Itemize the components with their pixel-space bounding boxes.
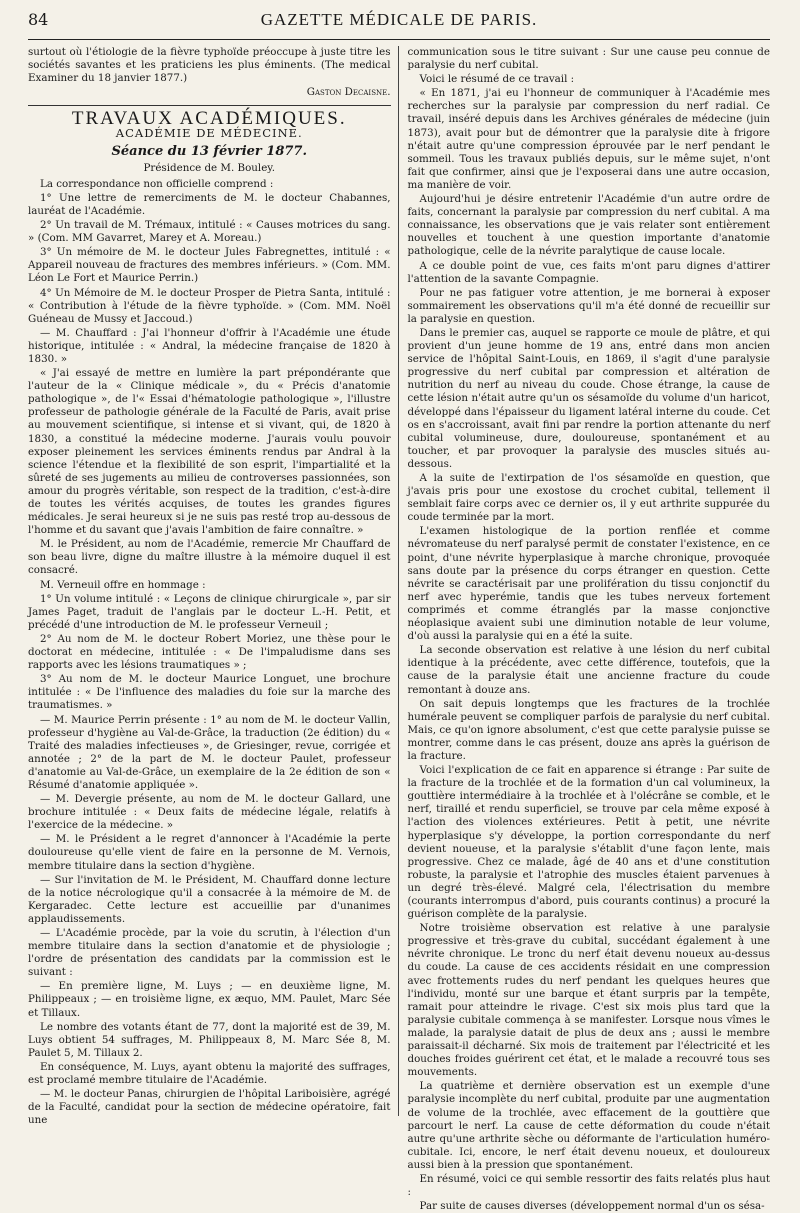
paragraph: En conséquence, M. Luys, ayant obtenu la majorité des suffrages, est proclamé membre titulaire de l'Académie. [28, 1060, 391, 1087]
paragraph: Notre troisième observation est relative à une paralysie progressive et très-grave du cubital, succédant également à une névrite chronique. Le tronc du nerf était devenu noueux au-dessus du coude. La cause de ces accidents résidait en une compression avec frottements rudes du nerf pendant les quelques heures que l'individu, monté sur une barque et étant surpris par la tempête, ramait pour atteindre le rivage. C'est six mois plus tard que la paralysie cubitale commença à se manifester. Lorsque nous vîmes le malade, la paralysie datait de plus de deux ans ; aussi le membre paraissait-il décharné. Six mois de traitement par l'électricité et les douches froides guérirent cet état, et le malade a recouvré tous ses mouvements. [407, 922, 770, 1079]
article-ending: surtout où l'étiologie de la fièvre typhoïde préoccupe à juste titre les sociétés savantes et les praticiens les plus éminents. (The medical Examiner du 18 janvier 1877.) [28, 46, 391, 85]
session-heading: Séance du 13 février 1877. [111, 143, 307, 159]
paragraph: 1° Une lettre de remerciments de M. le docteur Chabannes, lauréat de l'Académie. [28, 191, 391, 217]
paragraph: — En première ligne, M. Luys ; — en deuxième ligne, M. Philippeaux ; — en troisième ligne, ex æquo, MM. Paulet, Marc Sée et Tillaux. [28, 980, 391, 1019]
paragraph: L'examen histologique de la portion renflée et comme névromateuse du nerf paralysé permit de constater l'existence, en ce point, d'une névrite hyperplasique à marche chronique, provoquée sans doute par la présence du corps étranger en question. Cette névrite se caractérisait par une prolifération du tissu conjonctif du nerf avec hyperémie, tandis que les tubes nerveux fortement comprimés et comme étranglés par la masse conjonctive néoplasique avaient subi une diminution notable de leur volume, d'où aussi la paralysie qui en a été la suite. [407, 525, 770, 643]
paragraph: La seconde observation est relative à une lésion du nerf cubital identique à la précédente, avec cette différence, toutefois, que la cause de la paralysie était une ancienne fracture du coude remontant à douze ans. [407, 644, 770, 696]
paragraph: Aujourd'hui je désire entretenir l'Académie d'un autre ordre de faits, concernant la paralysie par compression du nerf cubital. A ma connaissance, les observations que je vais relater sont entièrement nouvelles et touchent à une question importante d'anatomie pathologique, celle de la névrite paralytique de cause locale. [407, 193, 770, 258]
journal-title: GAZETTE MÉDICALE DE PARIS. [260, 10, 538, 29]
paragraph: Voici le résumé de ce travail : [419, 73, 575, 86]
paragraph: — L'Académie procède, par la voie du scrutin, à l'élection d'un membre titulaire dans la section d'anatomie et de physiologie ; l'ordre de présentation des candidats par la commission est le suivant : [28, 927, 391, 979]
right-column [399, 46, 771, 1213]
paragraph: Voici l'explication de ce fait en apparence si étrange : Par suite de la fracture de la trochlée et de la formation d'un cal volumineux, la gouttière intermédiaire à la trochlée et à l'olécrâne se comble, et le nerf, tiraillé et rendu superficiel, se trouve par cela même exposé à l'action des violences extérieures. Petit à petit, une névrite hyperplasique s'y développe, la portion correspondante du nerf devient noueuse, et la paralysie s'établit d'une façon lente, mais progressive. Chez ce malade, âgé de 40 ans et d'une constitution robuste, la paralysie et l'atrophie des muscles étaient parvenues à un degré très-élevé. Malgré cela, l'électrisation du membre (courants interrompus d'abord, puis courants continus) a procuré la guérison complète de la paralysie. [407, 764, 770, 921]
paragraph: Pour ne pas fatiguer votre attention, je me bornerai à exposer sommairement les observations qu'il m'a été donné de recueillir sur la paralysie en question. [407, 286, 770, 325]
paragraph: 3° Un mémoire de M. le docteur Jules Fabregnettes, intitulé : « Appareil nouveau de fractures des membres inférieurs. » (Com. MM. Léon Le Fort et Maurice Perrin.) [28, 246, 391, 285]
text-columns [28, 46, 770, 1213]
paragraph: 4° Un Mémoire de M. le docteur Prosper de Pietra Santa, intitulé : « Contribution à l'étude de la fièvre typhoïde. » (Com. MM. Noël Guéneau de Mussy et Jaccoud.) [28, 286, 391, 325]
paragraph: M. Verneuil offre en hommage : [40, 578, 206, 591]
subsection-title: ACADÉMIE DE MÉDECINE. [115, 126, 303, 141]
page-header [28, 10, 770, 40]
right-paragraphs [408, 46, 771, 1213]
page-number: 84 [28, 10, 49, 29]
paragraph: — M. Chauffard : J'ai l'honneur d'offrir à l'Académie une étude historique, intitulée : « Andral, la médecine française de 1820 à 1830. » [28, 326, 391, 365]
paragraph: « J'ai essayé de mettre en lumière la part prépondérante que l'auteur de la « Clinique médicale », du « Précis d'anatomie pathologique », de l'« Essai d'hématologie pathologique », l'illustre professeur de pathologie générale de la Faculté de Paris, avait prise au mouvement scientifique, si intense et si vivant, qui, de 1820 à 1830, a constitué la médecine moderne. J'aurais voulu pouvoir exposer pleinement les services éminents rendus par Andral à la science l'étendue et la flexibilité de son esprit, l'impartialité et la sûreté de ses jugements au milieu de controverses passionnées, son amour du progrès véritable, son respect de la tradition, c'est-à-dire de toutes les vérités acquises, de toutes les grandes figures médicales. Je serai heureux si je ne suis pas resté trop au-dessous de l'homme et du savant que j'avais l'ambition de faire connaître. » [28, 367, 391, 537]
paragraph: La correspondance non officielle comprend : [40, 177, 274, 190]
paragraph: 2° Au nom de M. le docteur Robert Moriez, une thèse pour le doctorat en médecine, intitulée : « De l'impaludisme dans ses rapports avec les lésions traumatiques » ; [28, 632, 391, 672]
paragraph: — M. Devergie présente, au nom de M. le docteur Gallard, une brochure intitulée : « Deux faits de médecine légale, relatifs à l'exercice de la médecine. » [28, 793, 391, 832]
paragraph: — M. Maurice Perrin présente : 1° au nom de M. le docteur Vallin, professeur d'hygiène au Val-de-Grâce, la traduction (2e édition) du « Traité des maladies infectieuses », de Griesinger, revue, corrigée et annotée ; 2° de la part de M. le docteur Paulet, professeur d'anatomie au Val-de-Grâce, un exemplaire de la 2e édition de son « Résumé d'anatomie appliquée ». [28, 713, 391, 791]
presidence-line: Présidence de M. Bouley. [143, 161, 276, 174]
paragraph: En résumé, voici ce qui semble ressortir des faits relatés plus haut : [407, 1172, 770, 1199]
paragraph: 2° Un travail de M. Trémaux, intitulé : « Causes motrices du sang. » (Com. MM Gavarret, Marey et A. Moreau.) [28, 219, 391, 245]
paragraph: Le nombre des votants étant de 77, dont la majorité est de 39, M. Luys obtient 54 suffrages, M. Philippeaux 8, M. Marc Sée 8, M. Paulet 5, M. Tillaux 2. [28, 1020, 391, 1059]
paragraph: 1° Un volume intitulé : « Leçons de clinique chirurgicale », par sir James Paget, traduit de l'anglais par le docteur L.-H. Petit, et précédé d'une introduction de M. le professeur Verneuil ; [28, 592, 391, 631]
paragraph: — M. le Président a le regret d'annoncer à l'Académie la perte douloureuse qu'elle vient de faire en la personne de M. Vernois, membre titulaire dans la section d'hygiène. [28, 833, 391, 872]
author-signature: Gaston Decaisne. [306, 86, 391, 99]
paragraph: « En 1871, j'ai eu l'honneur de communiquer à l'Académie mes recherches sur la paralysie par compression du nerf radial. Ce travail, inséré depuis dans les Archives générales de médecine (juin 1873), avait pour but de démontrer que la paralysie dite à frigore n'était autre qu'une compression éprouvée par le nerf pendant le sommeil. Tous les travaux publiés depuis, sur le même sujet, n'ont fait que confirmer, ainsi que je l'exposerai dans une autre occasion, ma manière de voir. [407, 87, 770, 191]
paragraph: Dans le premier cas, auquel se rapporte ce moule de plâtre, et qui provient d'un jeune homme de 19 ans, entré dans mon ancien service de l'hôpital Saint-Louis, en 1869, il s'agit d'une paralysie progressive du nerf cubital par compression et altération de nutrition du nerf au niveau du coude. Chose étrange, la cause de cette lésion n'était autre qu'un os sésamoïde du volume d'un haricot, développé dans l'épaisseur du ligament latéral interne du coude. Cet os en s'accroissant, avait fini par rendre la portion attenante du nerf cubital volumineuse, dure, douloureuse, spontanément et au toucher, et par provoquer la paralysie des muscles situés au-dessous. [407, 326, 770, 470]
paragraph: 3° Au nom de M. le docteur Maurice Longuet, une brochure intitulée : « De l'influence des maladies du foie sur la marche des traumatismes. » [28, 673, 391, 712]
paragraph: communication sous le titre suivant : Sur une cause peu connue de paralysie du nerf cubital. [407, 46, 770, 72]
paragraph: On sait depuis longtemps que les fractures de la trochlée humérale peuvent se compliquer parfois de paralysie du nerf cubital. Mais, ce qu'on ignore absolument, c'est que cette paralysie puisse se montrer, comme dans le cas présent, douze ans après la guérison de la fracture. [407, 697, 770, 762]
paragraph: La quatrième et dernière observation est un exemple d'une paralysie incomplète du nerf cubital, produite par une augmentation de volume de la trochlée, avec effacement de la gouttière que parcourt le nerf. La cause de cette déformation du coude n'était autre qu'une arthrite sèche ou déformante de l'articulation huméro-cubitale. Ici, encore, le nerf était devenu noueux, et douloureux aussi bien à la pression que spontanément. [407, 1080, 770, 1171]
paragraph: — Sur l'invitation de M. le Président, M. Chauffard donne lecture de la notice nécrologique qu'il a consacrée à la mémoire de M. de Kergaradec. Cette lecture est accueillie par d'unanimes applaudissements. [28, 873, 391, 925]
left-column [28, 46, 399, 1127]
paragraph: A la suite de l'extirpation de l'os sésamoïde en question, que j'avais pris pour une exostose du crochet cubital, tellement il semblait faire corps avec ce dernier os, il y eut arthrite suppurée du coude terminée par la mort. [407, 472, 770, 524]
section-divider [28, 105, 391, 106]
paragraph: — M. le docteur Panas, chirurgien de l'hôpital Lariboisière, agrégé de la Faculté, candidat pour la section de médecine opératoire, fait une [28, 1088, 391, 1127]
paragraph: A ce double point de vue, ces faits m'ont paru dignes d'attirer l'attention de la savante Compagnie. [407, 259, 770, 285]
paragraph: Par suite de causes diverses (développement normal d'un os sésa- [419, 1200, 765, 1213]
section-title: TRAVAUX ACADÉMIQUES. [71, 108, 347, 130]
left-paragraphs [28, 178, 391, 1128]
paragraph: M. le Président, au nom de l'Académie, remercie Mr Chauffard de son beau livre, digne du maître illustre à la mémoire duquel il est consacré. [28, 538, 391, 577]
